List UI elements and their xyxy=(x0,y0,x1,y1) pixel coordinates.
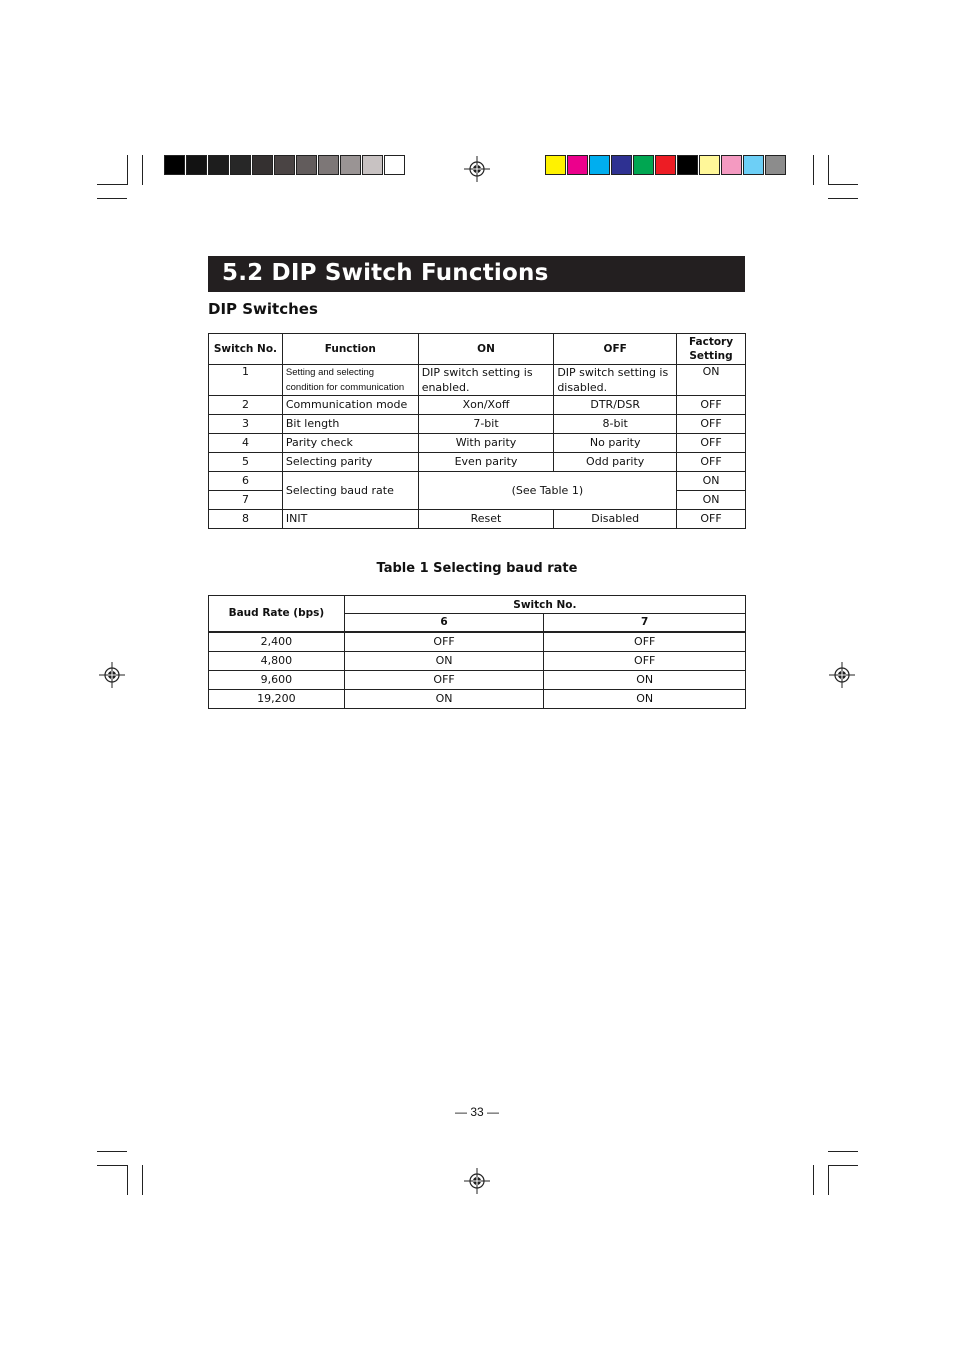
switch-6-cell: ON xyxy=(344,651,544,670)
column-header: Factory Setting xyxy=(677,334,746,365)
switch-6-cell: OFF xyxy=(344,632,544,652)
switch-6-cell: ON xyxy=(344,689,544,708)
column-header: OFF xyxy=(554,334,677,365)
page-title: 5.2 DIP Switch Functions xyxy=(222,260,549,286)
table-row xyxy=(209,415,746,434)
registration-mark-icon xyxy=(464,156,490,182)
off-cell: DIP switch setting is disabled. xyxy=(554,365,677,396)
table-header-row xyxy=(209,596,746,614)
crop-mark xyxy=(142,155,143,185)
crop-mark xyxy=(828,1151,858,1152)
color-swatch xyxy=(677,155,698,175)
color-swatch xyxy=(186,155,207,175)
table-row xyxy=(209,651,746,670)
on-cell: Xon/Xoff xyxy=(418,396,554,415)
table-row xyxy=(209,396,746,415)
see-table-cell: (See Table 1) xyxy=(418,472,676,510)
column-header: Baud Rate (bps) xyxy=(209,596,345,632)
column-header: Switch No. xyxy=(344,596,745,614)
crop-mark xyxy=(813,155,814,185)
table-row xyxy=(209,510,746,529)
column-header: Function xyxy=(282,334,418,365)
factory-cell: OFF xyxy=(677,453,746,472)
switch-7-cell: ON xyxy=(544,689,746,708)
registration-mark-icon xyxy=(464,1168,490,1194)
factory-cell: OFF xyxy=(677,434,746,453)
column-header: 6 xyxy=(344,614,544,632)
off-cell: Odd parity xyxy=(554,453,677,472)
color-swatch xyxy=(655,155,676,175)
crop-mark xyxy=(813,1165,814,1195)
crop-mark xyxy=(828,1165,829,1195)
table-row xyxy=(209,670,746,689)
baud-rate-cell: 9,600 xyxy=(209,670,345,689)
off-cell: Disabled xyxy=(554,510,677,529)
color-swatch xyxy=(384,155,405,175)
color-swatch xyxy=(164,155,185,175)
switch-7-cell: ON xyxy=(544,670,746,689)
function-cell: INIT xyxy=(282,510,418,529)
color-swatch xyxy=(743,155,764,175)
on-cell: DIP switch setting is enabled. xyxy=(418,365,554,396)
column-header: ON xyxy=(418,334,554,365)
baud-rate-table xyxy=(208,595,746,709)
section-subheading: DIP Switches xyxy=(208,300,318,318)
crop-mark xyxy=(97,198,127,199)
column-header: Switch No. xyxy=(209,334,283,365)
color-swatch xyxy=(230,155,251,175)
crop-mark xyxy=(127,155,128,185)
color-swatch xyxy=(699,155,720,175)
function-cell: Setting and selecting condition for communication xyxy=(282,365,418,396)
color-swatch xyxy=(589,155,610,175)
table-row xyxy=(209,689,746,708)
color-swatch xyxy=(633,155,654,175)
switch-number: 3 xyxy=(209,415,283,434)
color-swatch xyxy=(721,155,742,175)
baud-rate-cell: 19,200 xyxy=(209,689,345,708)
registration-mark-icon xyxy=(829,662,855,688)
table-row xyxy=(209,472,746,491)
factory-cell: ON xyxy=(677,365,746,396)
crop-mark xyxy=(828,198,858,199)
color-swatch xyxy=(274,155,295,175)
on-cell: 7-bit xyxy=(418,415,554,434)
table-row xyxy=(209,632,746,652)
off-cell: No parity xyxy=(554,434,677,453)
column-header: 7 xyxy=(544,614,746,632)
factory-cell: OFF xyxy=(677,415,746,434)
switch-number: 7 xyxy=(209,491,283,510)
color-swatch xyxy=(567,155,588,175)
section-title-bar xyxy=(208,256,745,292)
crop-mark xyxy=(97,184,127,185)
on-cell: With parity xyxy=(418,434,554,453)
function-cell: Selecting parity xyxy=(282,453,418,472)
function-cell: Bit length xyxy=(282,415,418,434)
switch-7-cell: OFF xyxy=(544,651,746,670)
switch-6-cell: OFF xyxy=(344,670,544,689)
factory-cell: ON xyxy=(677,472,746,491)
function-cell: Communication mode xyxy=(282,396,418,415)
table-row xyxy=(209,365,746,396)
table-caption: Table 1 Selecting baud rate xyxy=(376,561,578,576)
off-cell: 8-bit xyxy=(554,415,677,434)
factory-cell: OFF xyxy=(677,510,746,529)
off-cell: DTR/DSR xyxy=(554,396,677,415)
factory-cell: OFF xyxy=(677,396,746,415)
crop-mark xyxy=(127,1165,128,1195)
table-row xyxy=(209,453,746,472)
crop-mark xyxy=(142,1165,143,1195)
color-swatch xyxy=(318,155,339,175)
color-swatch xyxy=(208,155,229,175)
factory-cell: ON xyxy=(677,491,746,510)
dip-switch-table xyxy=(208,333,746,529)
crop-mark xyxy=(828,155,829,185)
table-header-row xyxy=(209,334,746,365)
page-number: — 33 — xyxy=(454,1105,499,1119)
on-cell: Reset xyxy=(418,510,554,529)
switch-number: 6 xyxy=(209,472,283,491)
switch-number: 4 xyxy=(209,434,283,453)
crop-mark xyxy=(97,1165,127,1166)
switch-number: 1 xyxy=(209,365,283,396)
registration-mark-icon xyxy=(99,662,125,688)
crop-mark xyxy=(97,1151,127,1152)
color-swatch xyxy=(296,155,317,175)
color-swatch xyxy=(252,155,273,175)
color-swatch xyxy=(611,155,632,175)
color-swatch xyxy=(765,155,786,175)
baud-rate-cell: 2,400 xyxy=(209,632,345,652)
crop-mark xyxy=(828,1165,858,1166)
color-swatch xyxy=(340,155,361,175)
switch-7-cell: OFF xyxy=(544,632,746,652)
function-cell: Parity check xyxy=(282,434,418,453)
on-cell: Even parity xyxy=(418,453,554,472)
color-swatch xyxy=(545,155,566,175)
switch-number: 2 xyxy=(209,396,283,415)
switch-number: 5 xyxy=(209,453,283,472)
color-swatch xyxy=(362,155,383,175)
switch-number: 8 xyxy=(209,510,283,529)
crop-mark xyxy=(828,184,858,185)
baud-rate-cell: 4,800 xyxy=(209,651,345,670)
function-cell: Selecting baud rate xyxy=(282,472,418,510)
table-row xyxy=(209,434,746,453)
